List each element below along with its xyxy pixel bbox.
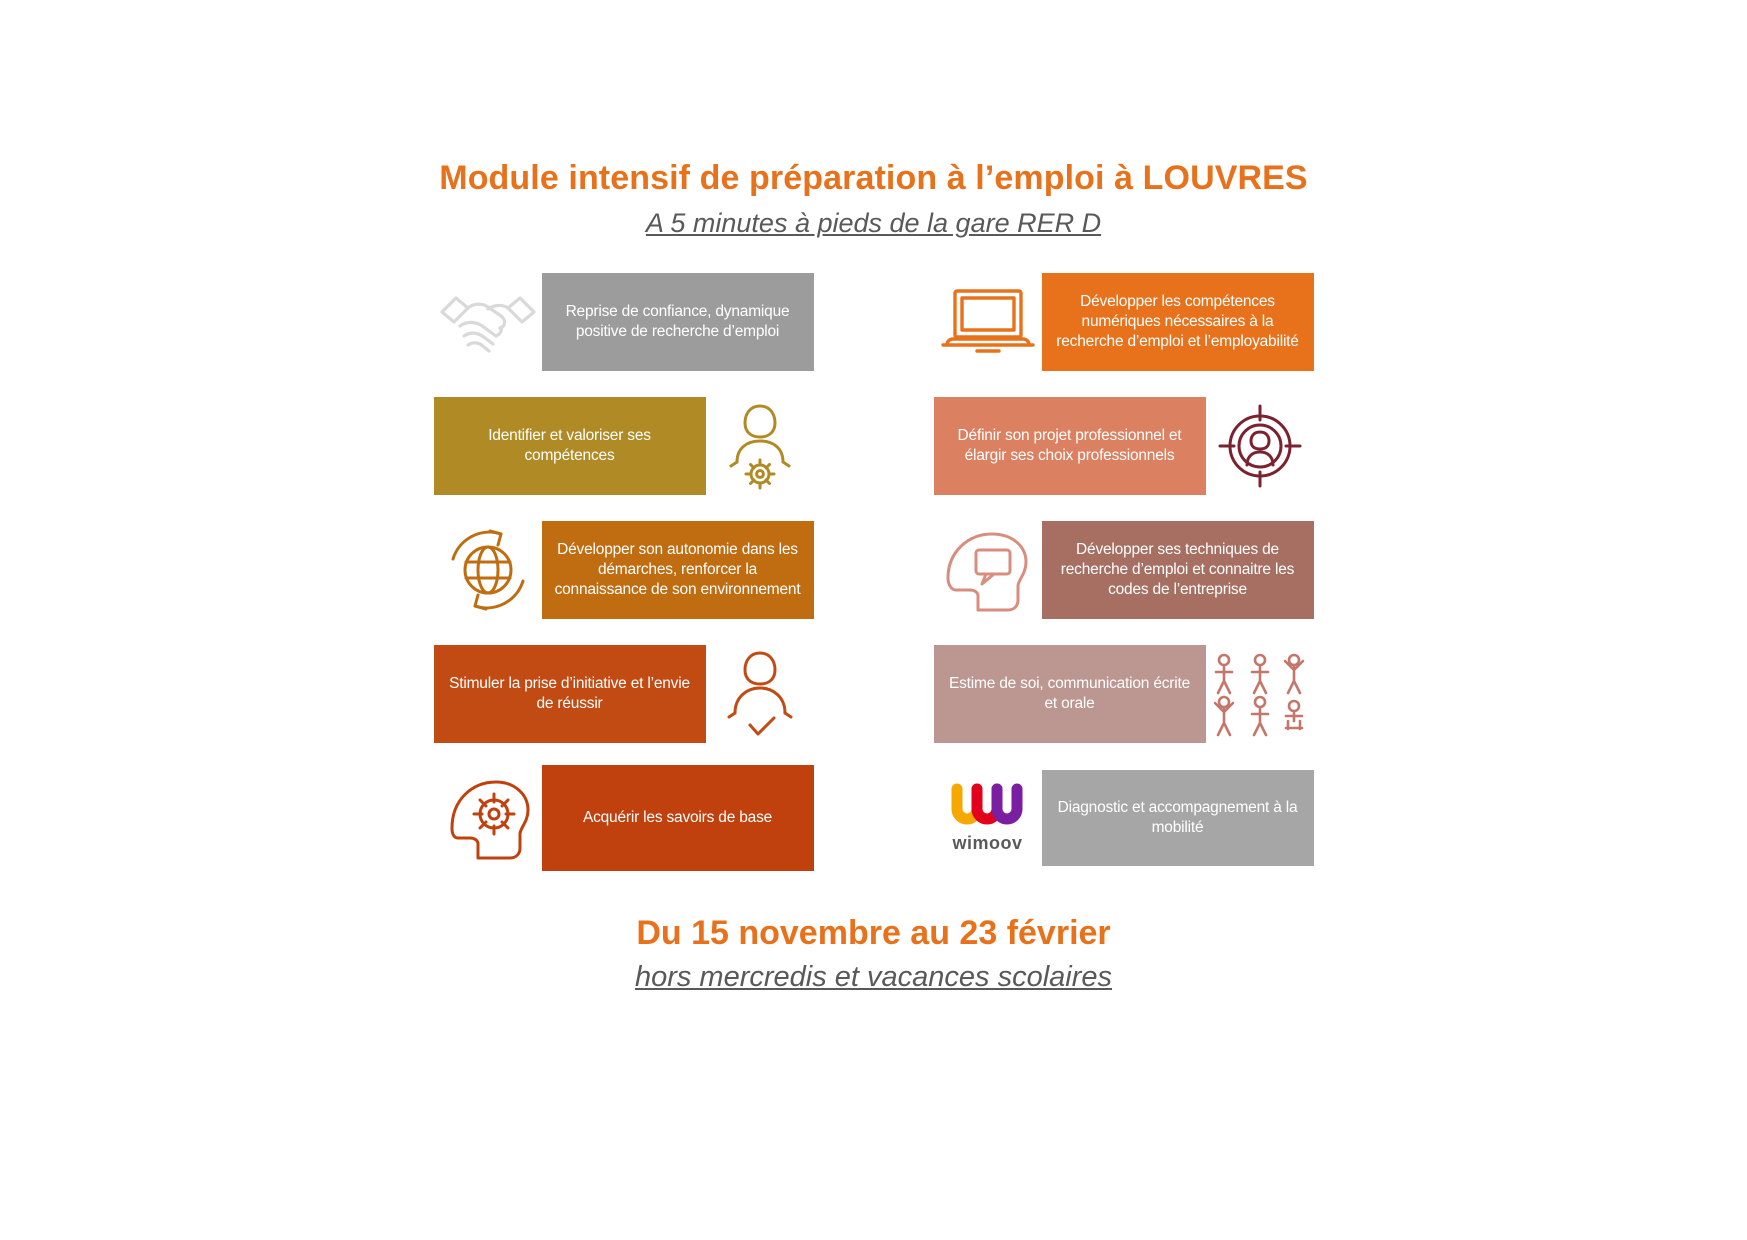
module-label — [542, 521, 814, 619]
module-label-text: Définir son projet professionnel et élargir ses choix professionnels — [957, 427, 1182, 465]
module-reprise-de-confiance — [434, 273, 814, 371]
module-acquerir-savoirs-de-base — [434, 769, 814, 867]
module-definir-projet-professionnel — [934, 397, 1314, 495]
wimoov-mark-icon — [945, 783, 1031, 831]
module-competences-numeriques — [934, 273, 1314, 371]
session-dates: Du 15 novembre au 23 février — [636, 914, 1111, 953]
module-stimuler-initiative — [434, 645, 814, 743]
page-title: Module intensif de préparation à l’emploi à LOUVRES — [439, 159, 1308, 197]
module-label — [934, 397, 1206, 495]
globe-arrows-icon — [434, 521, 542, 619]
module-label — [1042, 521, 1314, 619]
left-column — [434, 273, 814, 867]
module-label — [1042, 273, 1314, 371]
footer — [0, 915, 1747, 994]
person-check-icon — [706, 645, 814, 743]
module-techniques-de-recherche — [934, 521, 1314, 619]
module-label-text: Développer les compétences numériques nécessaires à la recherche d’emploi et l’employabilité — [1056, 293, 1299, 350]
people-group-icon — [1206, 645, 1314, 743]
laptop-icon — [934, 273, 1042, 371]
module-label — [542, 765, 814, 871]
module-label-text: Diagnostic et accompagnement à la mobilité — [1057, 799, 1298, 837]
head-gear-icon — [434, 769, 542, 867]
module-label-text: Stimuler la prise d’initiative et l’envie de réussir — [449, 675, 690, 713]
target-person-icon — [1206, 397, 1314, 495]
module-label-text: Identifier et valoriser ses compétences — [488, 427, 651, 465]
module-label — [434, 397, 706, 495]
modules-grid — [374, 273, 1374, 867]
module-developper-autonomie — [434, 521, 814, 619]
module-label — [434, 645, 706, 743]
person-gear-icon — [706, 397, 814, 495]
module-label — [1042, 770, 1314, 866]
wimoov-wordmark: wimoov — [952, 832, 1023, 853]
module-identifier-competences — [434, 397, 814, 495]
module-label-text: Développer son autonomie dans les démarches, renforcer la connaissance de son environnement — [554, 541, 801, 598]
module-label-text: Reprise de confiance, dynamique positive de recherche d’emploi — [565, 303, 790, 341]
module-label-text: Développer ses techniques de recherche d’emploi et connaitre les codes de l’entreprise — [1060, 541, 1295, 598]
session-dates-note: hors mercredis et vacances scolaires — [634, 961, 1113, 994]
module-diagnostic-mobilite — [934, 769, 1314, 867]
module-label — [934, 645, 1206, 743]
module-estime-de-soi — [934, 645, 1314, 743]
header — [0, 0, 1747, 239]
page-subtitle: A 5 minutes à pieds de la gare RER D — [645, 208, 1102, 239]
module-label-text: Acquérir les savoirs de base — [582, 809, 773, 827]
module-label-text: Estime de soi, communication écrite et orale — [948, 675, 1191, 713]
head-speech-icon — [934, 521, 1042, 619]
module-label — [542, 273, 814, 371]
wimoov-logo — [934, 769, 1042, 867]
handshake-icon — [434, 273, 542, 371]
right-column — [934, 273, 1314, 867]
